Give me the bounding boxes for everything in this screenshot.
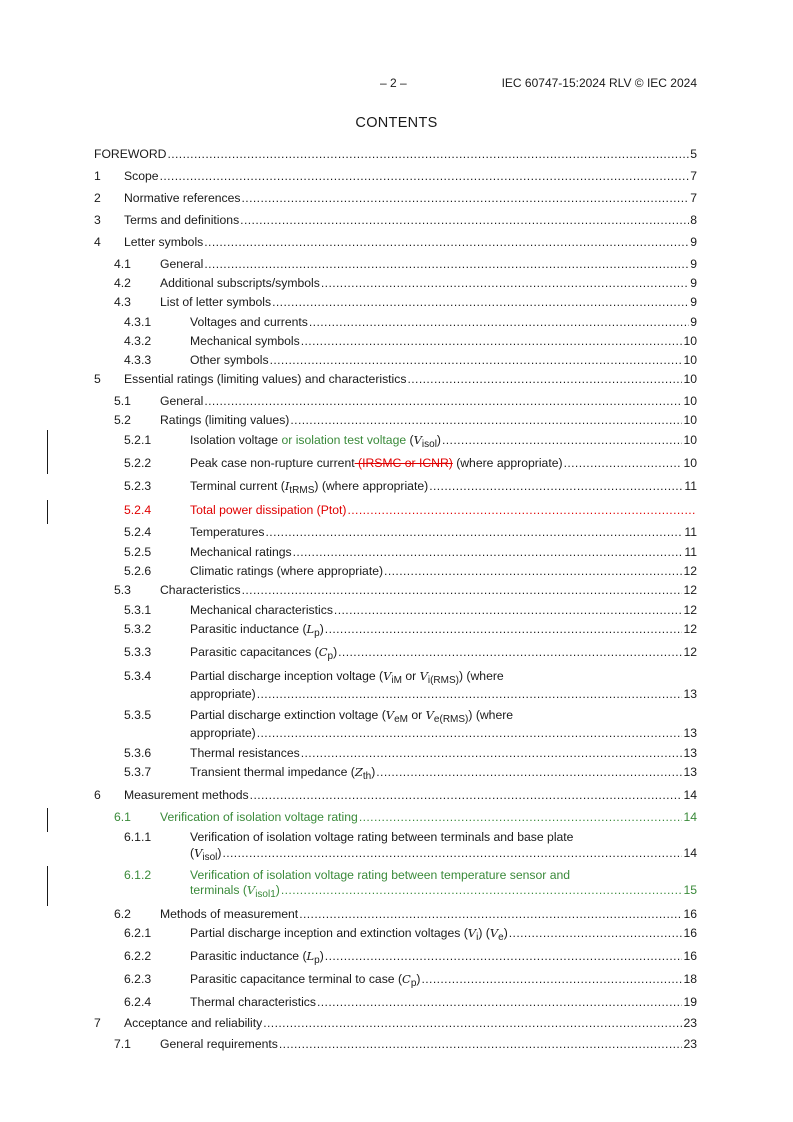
toc-entry-title: Letter symbols bbox=[124, 235, 204, 249]
toc-entry[interactable] bbox=[0, 669, 793, 701]
toc-entry-title: Mechanical ratings bbox=[190, 545, 292, 559]
toc-entry-number: 5.3.4 bbox=[124, 669, 152, 683]
toc-entry-title: Mechanical characteristics bbox=[190, 603, 333, 617]
toc-entry-page: 10 bbox=[683, 456, 697, 470]
dot-leader bbox=[242, 191, 690, 206]
toc-entry-number: 5.3 bbox=[114, 583, 131, 597]
toc-entry-number: 6.1 bbox=[114, 810, 131, 824]
toc-entry[interactable] bbox=[0, 830, 793, 862]
toc-entry-title-cont: terminals $(V_{isol1})$ bbox=[190, 883, 280, 900]
toc-entry-title: Partial discharge extinction voltage ($V_{eM}$ or $V_{e(RMS)}$) (where bbox=[190, 708, 514, 725]
toc-entry-number: 4.3 bbox=[114, 295, 131, 309]
contents-title: CONTENTS bbox=[355, 115, 438, 131]
toc-entry-title: Thermal resistances bbox=[190, 746, 300, 760]
toc-entry-page: 14 bbox=[683, 810, 697, 824]
toc-entry-page: 10 bbox=[683, 372, 697, 386]
toc-entry-title: Total power dissipation (Ptot) bbox=[190, 503, 347, 517]
toc-entry-number: 6.2.3 bbox=[124, 972, 152, 986]
toc-entry-title-cont: $(V_{isol})$ bbox=[190, 846, 222, 863]
toc-entry-page: 16 bbox=[683, 907, 697, 921]
toc-entry-title: FOREWORD bbox=[94, 147, 167, 161]
dot-leader bbox=[334, 603, 683, 618]
dot-leader bbox=[222, 846, 682, 861]
toc-entry-title: List of letter symbols bbox=[160, 295, 272, 309]
dot-leader bbox=[347, 503, 696, 518]
dot-leader bbox=[564, 456, 683, 471]
toc-entry-number: 3 bbox=[94, 213, 101, 227]
toc-entry-page: 9 bbox=[690, 276, 697, 290]
dot-leader bbox=[325, 949, 683, 964]
dot-leader bbox=[204, 257, 689, 272]
toc-entry-number: 5.1 bbox=[114, 394, 131, 408]
toc-entry-title: Characteristics bbox=[160, 583, 241, 597]
toc-entry-number: 5.2.5 bbox=[124, 545, 152, 559]
toc-entry-title: Ratings (limiting values) bbox=[160, 413, 290, 427]
dot-leader bbox=[293, 545, 684, 560]
toc-entry-page: 13 bbox=[683, 765, 697, 779]
toc-entry-page: 12 bbox=[683, 622, 697, 636]
toc-entry-page: 9 bbox=[690, 235, 697, 249]
dot-leader bbox=[376, 765, 682, 780]
toc-entry-number: 4.3.3 bbox=[124, 353, 152, 367]
toc-entry-title: Terminal current $(I_{tRMS})$ (where appropriate) bbox=[190, 479, 429, 496]
toc-entry-page: 16 bbox=[683, 949, 697, 963]
toc-entry-title: Methods of measurement bbox=[160, 907, 299, 921]
toc-entry-number: 6.2.1 bbox=[124, 926, 152, 940]
toc-entry-page: 10 bbox=[683, 394, 697, 408]
toc-entry-page: 5 bbox=[690, 147, 697, 161]
toc-entry-number: 5.2 bbox=[114, 413, 131, 427]
dot-leader bbox=[257, 726, 683, 741]
toc-entry-title: Verification of isolation voltage rating bbox=[160, 810, 358, 824]
toc-entry-page: 11 bbox=[684, 545, 697, 559]
toc-entry-number: 5.3.2 bbox=[124, 622, 152, 636]
toc-entry-title: Parasitic capacitance terminal to case $(C_p)$ bbox=[190, 972, 421, 989]
toc-entry-number: 2 bbox=[94, 191, 101, 205]
toc-entry-title: Partial discharge inception voltage ($V_{iM}$ or $V_{i(RMS)}$) (where bbox=[190, 669, 504, 686]
dot-leader bbox=[338, 645, 682, 660]
page-number: – 2 – bbox=[380, 76, 407, 90]
toc-entry-page: 7 bbox=[690, 191, 697, 205]
toc-entry-number: 5.3.1 bbox=[124, 603, 152, 617]
toc-entry-title: Terms and definitions bbox=[124, 213, 240, 227]
dot-leader bbox=[266, 525, 684, 540]
toc-entry-page: 14 bbox=[683, 846, 697, 860]
toc-entry-page: 13 bbox=[683, 726, 697, 740]
toc-entry-title: Parasitic inductance $(L_p)$ bbox=[190, 949, 324, 966]
toc-entry-page: 10 bbox=[683, 334, 697, 348]
toc-entry-title: Voltages and currents bbox=[190, 315, 308, 329]
toc-entry-page: 12 bbox=[683, 645, 697, 659]
deleted-text: (IRSMC or ICNR) bbox=[354, 456, 453, 470]
toc-entry-title: Scope bbox=[124, 169, 159, 183]
change-bar bbox=[47, 500, 48, 524]
toc-entry-title: Parasitic inductance $(L_p)$ bbox=[190, 622, 324, 639]
toc-entry-page: 10 bbox=[683, 433, 697, 447]
toc-entry-title: Essential ratings (limiting values) and characteristics bbox=[124, 372, 407, 386]
dot-leader bbox=[299, 907, 682, 922]
toc-entry-title: Acceptance and reliability bbox=[124, 1016, 263, 1030]
toc-entry-title: Transient thermal impedance $(Z_{th})$ bbox=[190, 765, 376, 782]
dot-leader bbox=[290, 413, 682, 428]
toc-entry-number: 6.1.2 bbox=[124, 868, 152, 882]
toc-entry-title: General bbox=[160, 394, 204, 408]
dot-leader bbox=[281, 883, 683, 898]
toc-entry-page: 10 bbox=[683, 353, 697, 367]
toc-entry-number: 6 bbox=[94, 788, 101, 802]
toc-entry-page: 13 bbox=[683, 746, 697, 760]
toc-entry-number: 7 bbox=[94, 1016, 101, 1030]
dot-leader bbox=[270, 353, 683, 368]
toc-entry-number: 5.3.3 bbox=[124, 645, 152, 659]
toc-entry-page: 19 bbox=[683, 995, 697, 1009]
toc-entry-page: 9 bbox=[690, 315, 697, 329]
dot-leader bbox=[429, 479, 683, 494]
toc-entry-page: 18 bbox=[683, 972, 697, 986]
document-id: IEC 60747-15:2024 RLV © IEC 2024 bbox=[501, 76, 697, 90]
dot-leader bbox=[301, 746, 683, 761]
toc-entry-title: Peak case non-rupture current (IRSMC or ICNR) (where appropriate) bbox=[190, 456, 563, 470]
dot-leader bbox=[509, 926, 683, 941]
toc-entry-number: 4.3.1 bbox=[124, 315, 152, 329]
toc-entry-page: 11 bbox=[684, 525, 697, 539]
toc-entry[interactable] bbox=[0, 708, 793, 740]
toc-entry-title: Partial discharge inception and extinction voltages $(V_i)$ $(V_e)$ bbox=[190, 926, 508, 943]
toc-entry-page: 12 bbox=[683, 564, 697, 578]
toc-entry-number: 4.3.2 bbox=[124, 334, 152, 348]
toc-entry-title: Climatic ratings (where appropriate) bbox=[190, 564, 384, 578]
dot-leader bbox=[240, 213, 689, 228]
toc-entry-title: Temperatures bbox=[190, 525, 265, 539]
toc-entry-number: 5 bbox=[94, 372, 101, 386]
toc-entry-title: Other symbols bbox=[190, 353, 269, 367]
toc-entry-number: 6.2 bbox=[114, 907, 131, 921]
toc-entry-number: 5.2.6 bbox=[124, 564, 152, 578]
change-bar bbox=[47, 808, 48, 832]
toc-entry-title-cont: appropriate) bbox=[190, 687, 256, 701]
dot-leader bbox=[359, 810, 683, 825]
toc-entry-title: Additional subscripts/symbols bbox=[160, 276, 320, 290]
dot-leader bbox=[321, 276, 689, 291]
toc-entry-number: 5.2.1 bbox=[124, 433, 152, 447]
dot-leader bbox=[317, 995, 682, 1010]
toc-entry-title: Parasitic capacitances $(C_p)$ bbox=[190, 645, 338, 662]
toc-entry-title: Thermal characteristics bbox=[190, 995, 316, 1009]
toc-entry-number: 6.1.1 bbox=[124, 830, 152, 844]
toc-entry-page: 9 bbox=[690, 295, 697, 309]
dot-leader bbox=[442, 433, 682, 448]
dot-leader bbox=[407, 372, 682, 387]
dot-leader bbox=[204, 394, 682, 409]
toc-entry-number: 6.2.2 bbox=[124, 949, 152, 963]
toc-entry-title: Measurement methods bbox=[124, 788, 249, 802]
toc-entry-title-cont: appropriate) bbox=[190, 726, 256, 740]
toc-entry-page: 12 bbox=[683, 603, 697, 617]
toc-entry-number: 4.2 bbox=[114, 276, 131, 290]
toc-entry-number: 4.1 bbox=[114, 257, 131, 271]
toc-entry-page: 7 bbox=[690, 169, 697, 183]
dot-leader bbox=[279, 1037, 683, 1052]
toc-entry-page: 8 bbox=[690, 213, 697, 227]
change-bar bbox=[47, 430, 48, 474]
toc-entry-title: Verification of isolation voltage rating between temperature sensor and bbox=[190, 868, 571, 882]
toc-entry-title: Normative references bbox=[124, 191, 241, 205]
toc-entry-page: 23 bbox=[683, 1037, 697, 1051]
toc-entry-title: General bbox=[160, 257, 204, 271]
toc-entry-number: 6.2.4 bbox=[124, 995, 152, 1009]
toc-entry-number: 5.3.7 bbox=[124, 765, 152, 779]
dot-leader bbox=[257, 687, 683, 702]
toc-entry-number: 5.2.4 bbox=[124, 503, 152, 517]
dot-leader bbox=[160, 169, 690, 184]
toc-entry-page: 13 bbox=[683, 687, 697, 701]
toc-entry-added[interactable] bbox=[0, 868, 793, 900]
toc-entry-number: 7.1 bbox=[114, 1037, 131, 1051]
dot-leader bbox=[325, 622, 683, 637]
toc-entry-number: 5.3.6 bbox=[124, 746, 152, 760]
dot-leader bbox=[204, 235, 689, 250]
added-text: or isolation test voltage bbox=[278, 433, 407, 447]
dot-leader bbox=[421, 972, 682, 987]
toc-entry-page: 23 bbox=[683, 1016, 697, 1030]
toc-entry-page: 9 bbox=[690, 257, 697, 271]
toc-entry-page: 15 bbox=[683, 883, 697, 897]
toc-entry-number: 5.2.4 bbox=[124, 525, 152, 539]
toc-entry-page: 14 bbox=[683, 788, 697, 802]
dot-leader bbox=[250, 788, 683, 803]
dot-leader bbox=[167, 147, 689, 162]
dot-leader bbox=[309, 315, 689, 330]
toc-entry-title: Isolation voltage or isolation test voltage $(V_{isol})$ bbox=[190, 433, 441, 450]
dot-leader bbox=[301, 334, 683, 349]
toc-entry-title: Verification of isolation voltage rating between terminals and base plate bbox=[190, 830, 574, 844]
dot-leader bbox=[272, 295, 689, 310]
toc-entry-number: 1 bbox=[94, 169, 101, 183]
toc-entry-number: 5.3.5 bbox=[124, 708, 152, 722]
toc-entry-number: 4 bbox=[94, 235, 101, 249]
toc-entry-page: 10 bbox=[683, 413, 697, 427]
toc-entry-number: 5.2.2 bbox=[124, 456, 152, 470]
toc-entry-page: 11 bbox=[684, 479, 697, 493]
dot-leader bbox=[384, 564, 682, 579]
toc-entry-title: General requirements bbox=[160, 1037, 278, 1051]
toc-entry-number: 5.2.3 bbox=[124, 479, 152, 493]
toc-entry-title: Mechanical symbols bbox=[190, 334, 300, 348]
dot-leader bbox=[242, 583, 683, 598]
toc-entry-page: 16 bbox=[683, 926, 697, 940]
dot-leader bbox=[263, 1016, 682, 1031]
toc-entry-page: 12 bbox=[683, 583, 697, 597]
